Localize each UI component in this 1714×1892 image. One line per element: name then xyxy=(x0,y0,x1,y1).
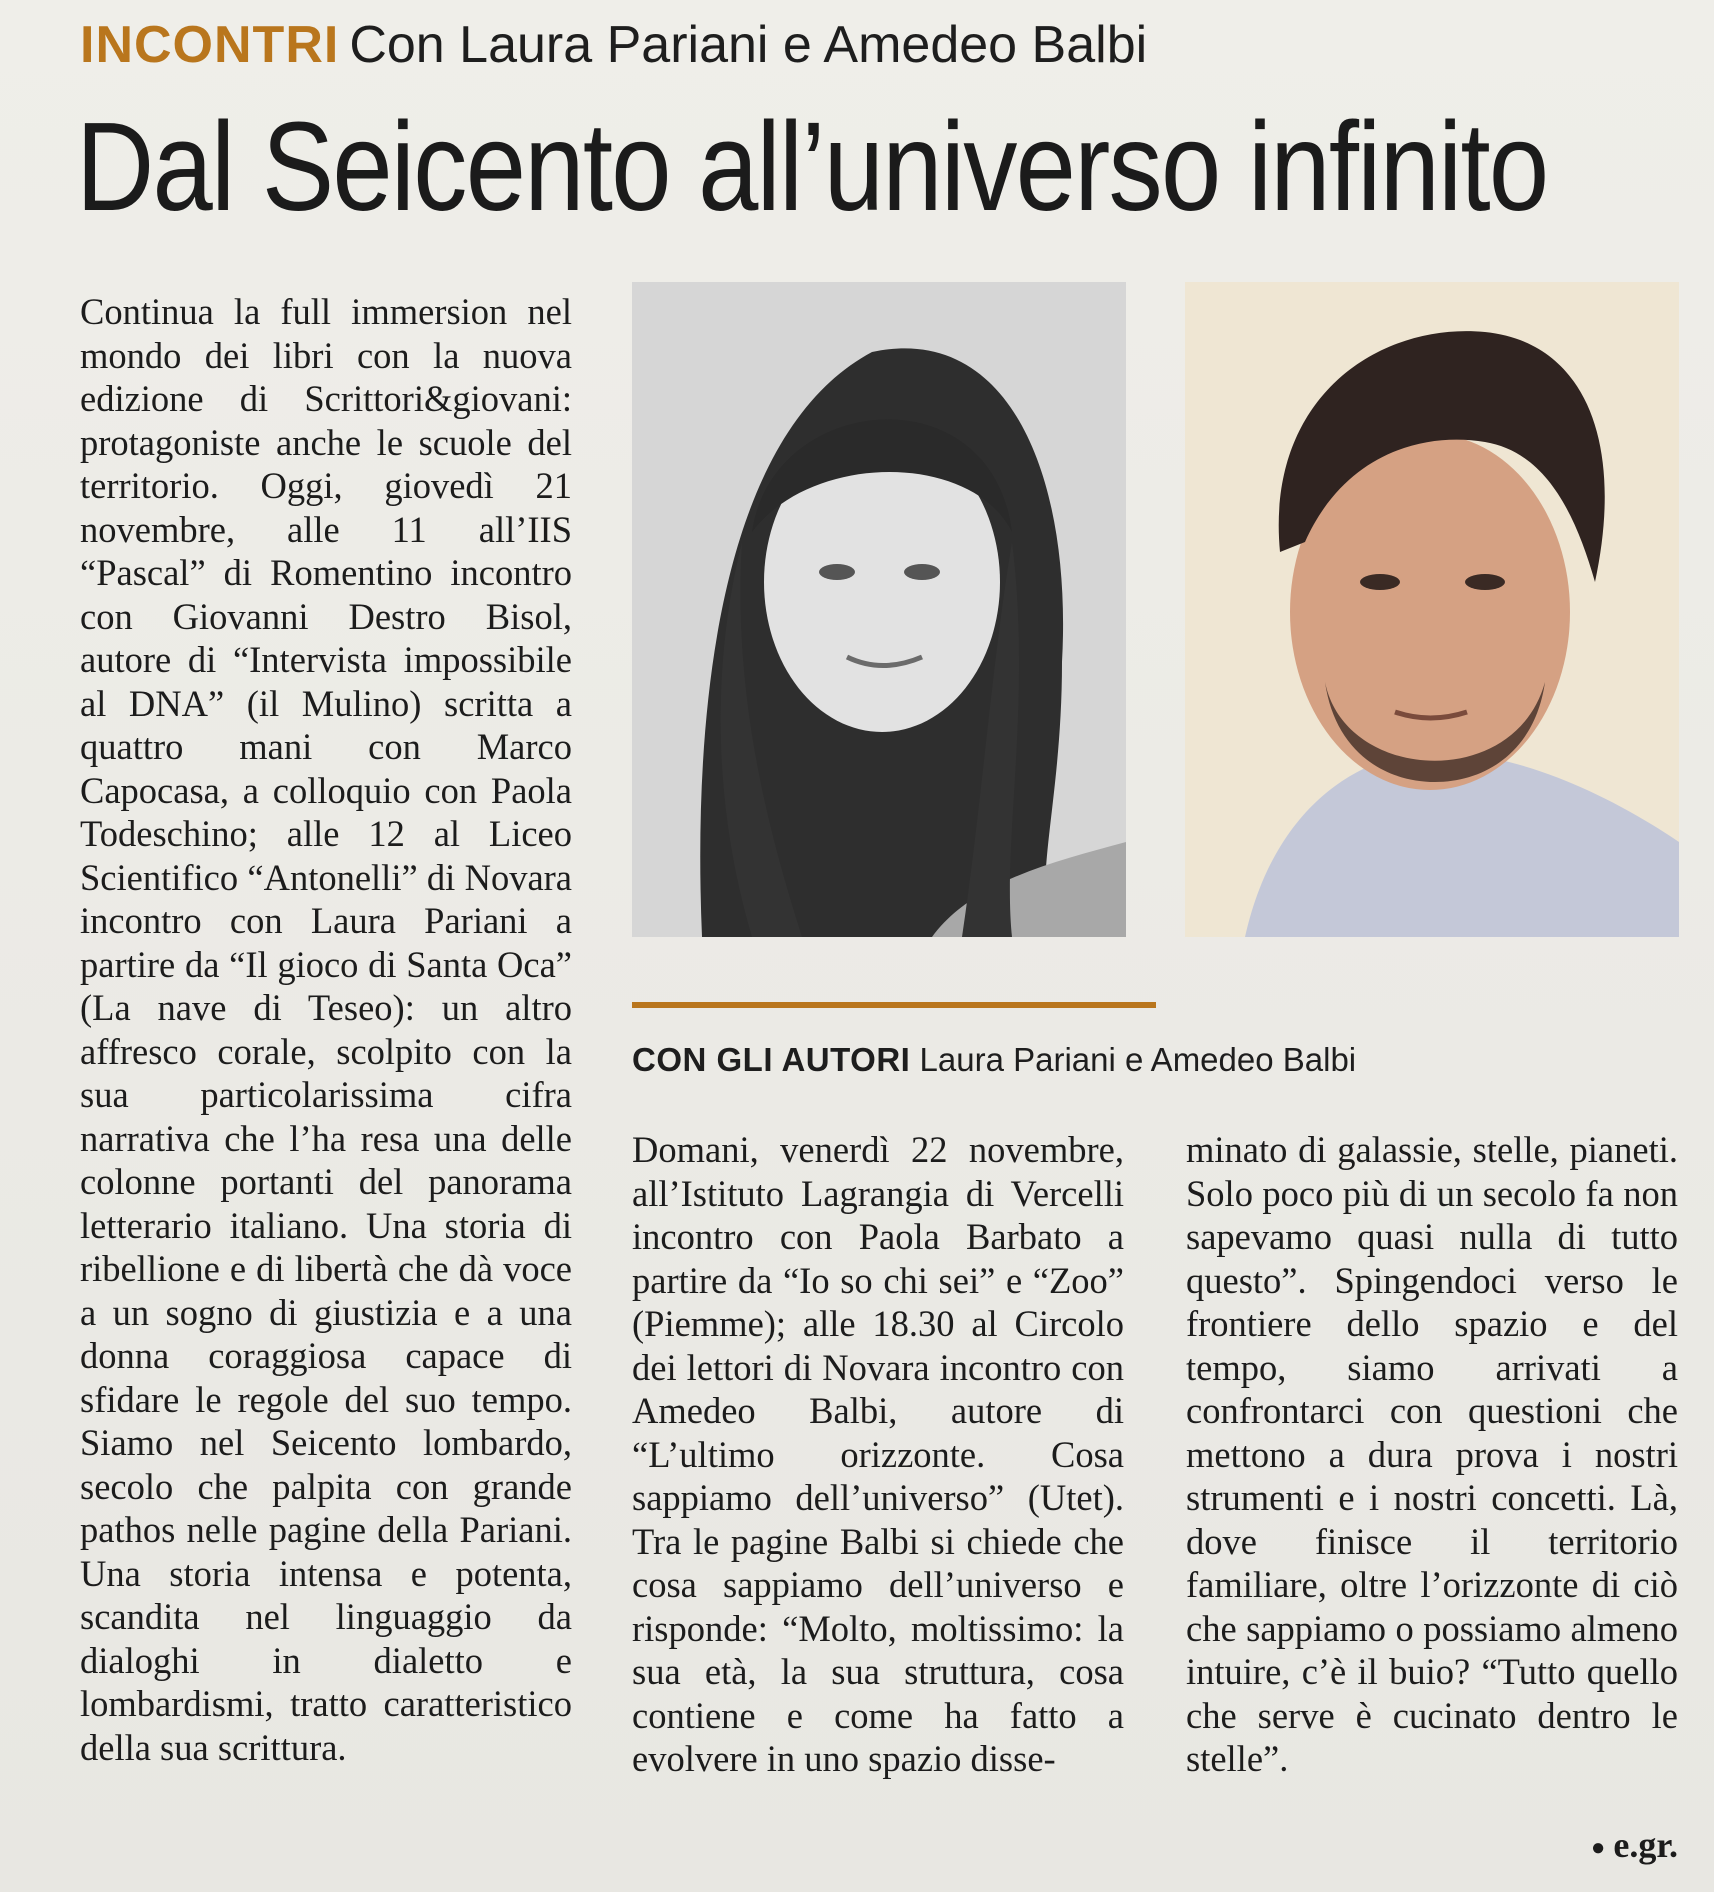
bullet-dot-icon: ● xyxy=(1590,1835,1606,1862)
photo-caption xyxy=(632,1036,1356,1084)
kicker xyxy=(80,14,1147,76)
signature-text: e.gr. xyxy=(1613,1825,1678,1865)
caption-lead: CON GLI AUTORI xyxy=(632,1041,911,1078)
article-column-3: minato di galassie, stelle, pianeti. Solo poco più di un secolo fa non sapevamo quasi nulla di tutto questo”. Spingendoci verso le frontiere dello spazio e del tempo, siamo arrivati a confrontarci con questioni che mettono a dura prova i nostri strumenti e i nostri concetti. Là, dove finisce il territorio familiare, oltre l’orizzonte di ciò che sappiamo o possiamo almeno intuire, c’è il buio? “Tutto quello che serve è cucinato dentro le stelle”. xyxy=(1186,1129,1678,1779)
photo-amedeo-balbi xyxy=(1185,282,1679,937)
article-column-1: Continua la full immersion nel mondo dei libri con la nuova edizione di Scrittori&giovani: protagoniste anche le scuole del territorio. Oggi, giovedì 21 novembre, alle 11 all’IIS “Pascal” di Romentino incontro con Giovanni Destro Bisol, autore di “Intervista impossibile al DNA” (il Mulino) scritta a quattro mani con Marco Capocasa, a colloquio con Paola Todeschino; alle 12 al Liceo Scientifico “Antonelli” di Novara incontro con Laura Pariani a partire da “Il gioco di Santa Oca” (La nave di Teseo): un altro affresco corale, scolpito con la sua particolarissima cifra narrativa che l’ha resa una delle colonne portanti del panorama letterario italiano. Una storia di ribellione e di libertà che dà voce a un sogno di giustizia e a una donna coraggiosa capace di sfidare le regole del suo tempo. Siamo nel Seicento lombardo, secolo che palpita con grande pathos nelle pagine della Pariani. Una storia intensa e potenta, scandita nel linguaggio da dialoghi in dialetto e lombardismi, tratto caratteristico della sua scrittura. xyxy=(80,291,572,1768)
headline: Dal Seicento all’universo infinito xyxy=(76,96,1548,237)
portrait-woman-image xyxy=(632,282,1126,937)
kicker-subtitle: Con Laura Pariani e Amedeo Balbi xyxy=(349,16,1148,74)
article-column-2: Domani, venerdì 22 novembre, all’Istituto Lagrangia di Vercelli incontro con Paola Barbato a partire da “Io so chi sei” e “Zoo” (Piemme); alle 18.30 al Circolo dei lettori di Novara incontro con Amedeo Balbi, autore di “L’ultimo orizzonte. Cosa sappiamo dell’universo” (Utet). Tra le pagine Balbi si chiede che cosa sappiamo dell’universo e risponde: “Molto, moltissimo: la sua età, la sua struttura, cosa contiene e come ha fatto a evolvere in uno spazio disse- xyxy=(632,1129,1124,1779)
portrait-man-image xyxy=(1185,282,1679,937)
author-signature xyxy=(1591,1824,1678,1866)
section-label: INCONTRI xyxy=(80,16,340,74)
photo-laura-pariani xyxy=(632,282,1126,937)
caption-names: Laura Pariani e Amedeo Balbi xyxy=(919,1041,1357,1078)
caption-rule xyxy=(632,1002,1156,1008)
